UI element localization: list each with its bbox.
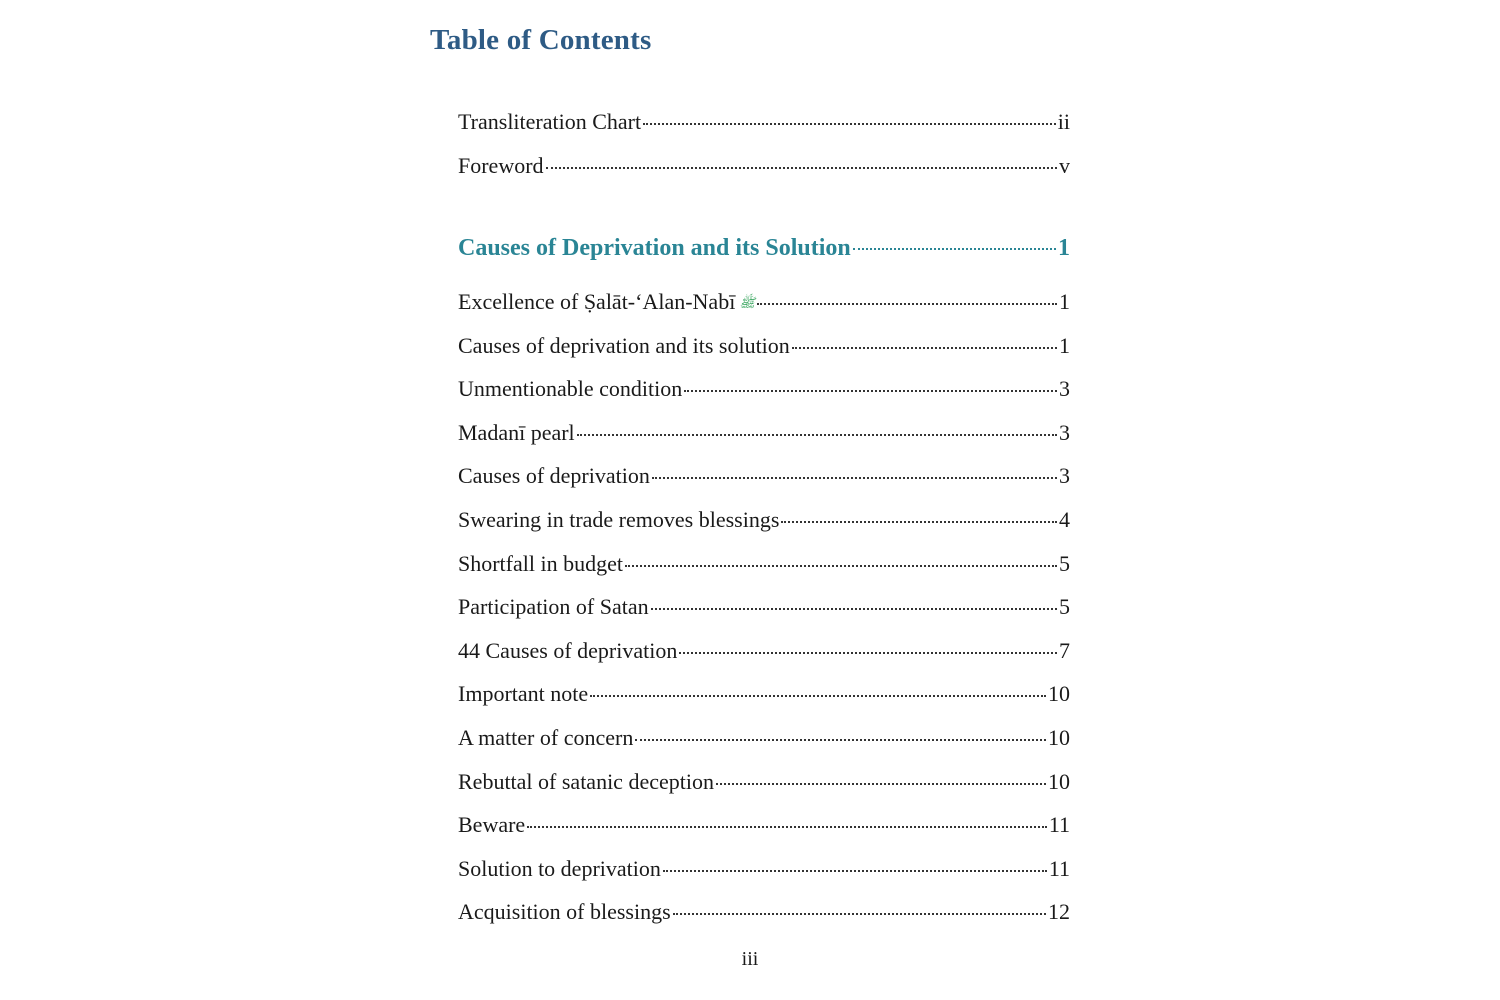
dot-leader: [527, 822, 1047, 828]
toc-entry-label: Madanī pearl: [458, 419, 575, 445]
toc-entry-page: 5: [1059, 594, 1070, 620]
toc-entry-page: 10: [1048, 681, 1070, 707]
dot-leader: [781, 517, 1057, 523]
toc-entry-label: A matter of concern: [458, 724, 634, 750]
toc-entries-list: [458, 280, 1070, 934]
toc-entry-label: [458, 280, 755, 325]
toc-entry-page: 11: [1048, 855, 1070, 881]
dot-leader: [635, 735, 1046, 741]
dot-leader: [651, 604, 1057, 610]
toc-entry-page: 3: [1059, 463, 1070, 489]
dot-leader: [625, 561, 1057, 567]
toc-entry[interactable]: [458, 672, 1070, 716]
toc-entry-page: 10: [1048, 768, 1070, 794]
dot-leader: [577, 430, 1057, 436]
toc-entry-label-text: Excellence of Ṣalāt-‘Alan-Nabī: [458, 289, 736, 314]
front-matter-list: [458, 100, 1070, 187]
toc-entry-page: 11: [1048, 812, 1070, 838]
toc-chapter-label: Causes of Deprivation and its Solution: [458, 235, 851, 261]
dot-leader: [590, 691, 1046, 697]
dot-leader: [652, 473, 1057, 479]
toc-entry[interactable]: [458, 760, 1070, 804]
toc-entry-label: Acquisition of blessings: [458, 899, 671, 925]
dot-leader: [757, 299, 1057, 305]
toc-entry-label: Causes of deprivation: [458, 463, 650, 489]
toc-entry[interactable]: [458, 716, 1070, 760]
toc-entry-page: 12: [1048, 899, 1070, 925]
salutation-icon: ﷺ: [739, 295, 756, 310]
toc-entry-page: v: [1059, 152, 1070, 178]
toc-entry-label: Solution to deprivation: [458, 855, 661, 881]
dot-leader: [546, 163, 1057, 169]
dot-leader: [673, 909, 1046, 915]
toc-entry[interactable]: [458, 890, 1070, 934]
toc-entry-page: 4: [1059, 506, 1070, 532]
toc-entry[interactable]: [458, 585, 1070, 629]
toc-entry-page: 10: [1048, 724, 1070, 750]
toc-entry[interactable]: [458, 542, 1070, 586]
toc-entry-page: 3: [1059, 376, 1070, 402]
toc-entry[interactable]: [458, 454, 1070, 498]
toc-entry[interactable]: [458, 498, 1070, 542]
toc-entry-page: 1: [1059, 332, 1070, 358]
toc-entry[interactable]: [458, 367, 1070, 411]
toc-chapter-heading[interactable]: [458, 225, 1070, 271]
dot-leader: [643, 119, 1056, 125]
toc-entry-label: Foreword: [458, 152, 544, 178]
dot-leader: [684, 386, 1057, 392]
toc-entry-label: Causes of deprivation and its solution: [458, 332, 790, 358]
toc-entry-label: Important note: [458, 681, 589, 707]
page-title: Table of Contents: [430, 24, 652, 56]
toc-entry-transliteration-chart[interactable]: [458, 100, 1070, 144]
dot-leader: [853, 244, 1056, 250]
toc-entry-page: ii: [1057, 109, 1070, 134]
toc-entry-label: 44 Causes of deprivation: [458, 637, 678, 663]
chapter-heading-list: [458, 225, 1070, 271]
toc-entry-foreword[interactable]: [458, 144, 1070, 188]
toc-entry[interactable]: [458, 324, 1070, 368]
toc-entry-page: 7: [1059, 637, 1070, 663]
toc-entry-label: Rebuttal of satanic deception: [458, 768, 714, 794]
dot-leader: [716, 779, 1046, 785]
toc-entry-label: Shortfall in budget: [458, 550, 623, 576]
toc-entry-page: 3: [1059, 419, 1070, 445]
dot-leader: [679, 648, 1057, 654]
dot-leader: [792, 343, 1057, 349]
toc-entry-label: Unmentionable condition: [458, 376, 683, 402]
toc-entry-label: Participation of Satan: [458, 594, 649, 620]
page-number-footer: iii: [741, 948, 759, 970]
toc-entry[interactable]: [458, 847, 1070, 891]
toc-entry-page: 1: [1059, 289, 1070, 314]
toc-entry-label: Swearing in trade removes blessings: [458, 506, 780, 532]
toc-chapter-page: 1: [1058, 235, 1070, 261]
toc-entry[interactable]: [458, 629, 1070, 673]
dot-leader: [663, 866, 1047, 872]
toc-entry-page: 5: [1059, 550, 1070, 576]
toc-entry[interactable]: [458, 280, 1070, 324]
toc-entry-label: Transliteration Chart: [458, 109, 642, 134]
toc-entry[interactable]: [458, 803, 1070, 847]
toc-entry[interactable]: [458, 411, 1070, 455]
toc-entry-label: Beware: [458, 812, 526, 838]
